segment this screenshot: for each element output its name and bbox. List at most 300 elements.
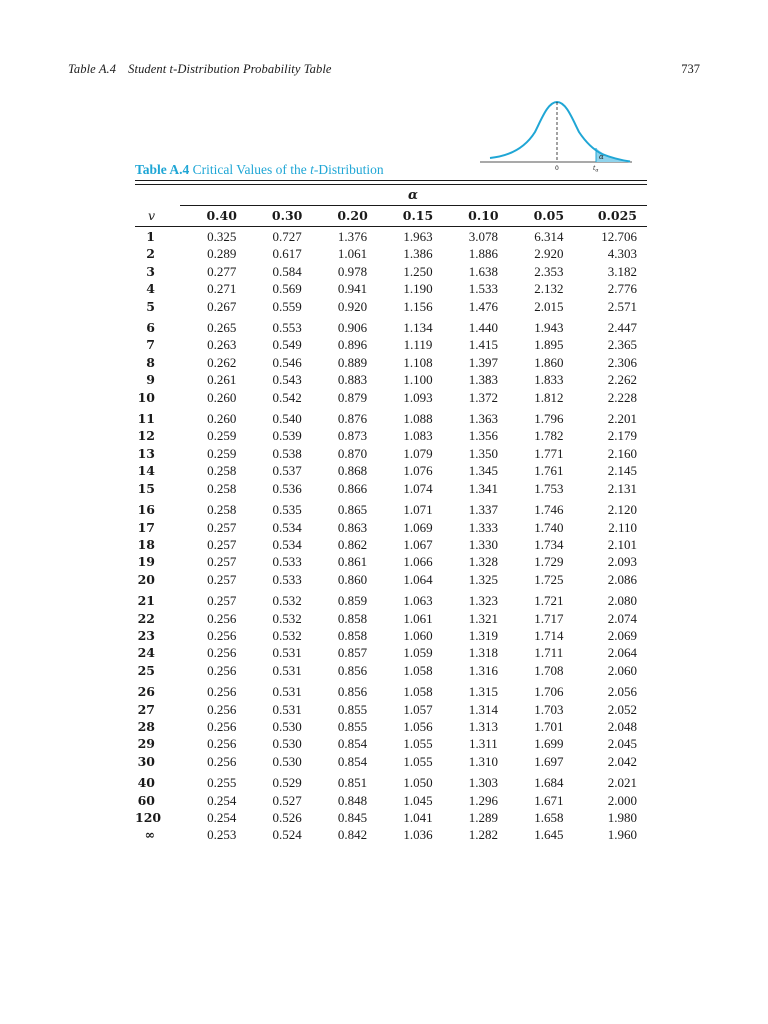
table-row (135, 718, 647, 735)
v-cell: 30 (137, 753, 155, 769)
value-cell: 1.476 (468, 298, 499, 314)
value-cell: 0.876 (337, 411, 368, 427)
value-cell: 1.061 (337, 246, 368, 262)
row-spacer (155, 245, 189, 262)
value-cell: 0.257 (207, 519, 237, 535)
density-curve (490, 102, 630, 162)
value-cell: 0.524 (272, 827, 302, 843)
value-cell: 1.711 (534, 645, 564, 661)
table-row (135, 753, 647, 770)
v-cell: 6 (146, 320, 155, 336)
table-row (135, 445, 647, 462)
row-spacer (155, 571, 189, 588)
value-cell: 0.543 (272, 372, 302, 388)
value-cell: 0.546 (272, 354, 302, 370)
value-cell: 0.533 (272, 554, 302, 570)
value-cell: 1.376 (337, 229, 368, 244)
value-cell: 0.855 (337, 701, 368, 717)
table-row (135, 701, 647, 718)
row-spacer (155, 701, 189, 718)
alpha-area-label: α (599, 153, 604, 161)
value-cell: 1.311 (469, 736, 498, 752)
zero-tick-label: 0 (555, 165, 559, 172)
value-cell: 0.538 (272, 445, 302, 461)
table-row (135, 679, 647, 700)
table-row (135, 480, 647, 497)
value-cell: 0.856 (337, 662, 368, 678)
row-spacer (155, 753, 189, 770)
t-distribution-curve-figure (480, 92, 640, 176)
v-cell: 3 (146, 263, 155, 279)
value-cell: 0.256 (207, 662, 237, 678)
value-cell: 0.862 (337, 536, 368, 552)
value-cell: 0.542 (272, 389, 302, 405)
value-cell: 4.303 (607, 246, 637, 262)
value-cell: 0.257 (207, 554, 237, 570)
v-column-header: v (147, 208, 155, 223)
v-cell: 24 (137, 645, 155, 661)
value-cell: 12.706 (601, 229, 637, 244)
table-row (135, 553, 647, 570)
value-cell: 0.863 (337, 519, 368, 535)
value-cell: 1.684 (534, 775, 564, 791)
value-cell: 2.052 (607, 701, 637, 717)
row-spacer (155, 280, 189, 297)
value-cell: 2.262 (607, 372, 637, 388)
value-cell: 0.855 (337, 718, 368, 734)
row-spacer (155, 735, 189, 752)
v-cell: 60 (137, 792, 155, 808)
value-cell: 1.083 (403, 428, 433, 444)
value-cell: 1.729 (534, 554, 564, 570)
row-spacer (155, 371, 189, 388)
value-cell: 2.179 (607, 428, 637, 444)
table-row (135, 627, 647, 644)
value-cell: 0.255 (207, 775, 237, 791)
value-cell: 1.397 (468, 354, 499, 370)
t-alpha-tick-label: $t_\alpha$ (593, 165, 599, 174)
table-row (135, 371, 647, 388)
v-cell: 22 (137, 610, 155, 626)
value-cell: 2.045 (607, 736, 637, 752)
value-cell: 1.638 (468, 263, 499, 279)
row-spacer (155, 354, 189, 371)
table-row (135, 389, 647, 406)
value-cell: 1.119 (403, 337, 433, 353)
value-cell: 0.256 (207, 736, 237, 752)
value-cell: 1.314 (468, 701, 499, 717)
value-cell: 1.060 (403, 627, 433, 643)
value-cell: 0.259 (207, 445, 237, 461)
v-cell: 2 (146, 246, 155, 262)
v-cell: 15 (137, 480, 155, 496)
value-cell: 0.559 (272, 298, 302, 314)
value-cell: 2.145 (607, 463, 637, 479)
table-row (135, 588, 647, 609)
value-cell: 0.261 (207, 372, 237, 388)
v-cell: 13 (137, 445, 155, 461)
row-spacer (155, 588, 189, 609)
value-cell: 1.055 (403, 753, 433, 769)
v-cell: 20 (137, 571, 155, 587)
value-cell: 2.110 (608, 519, 637, 535)
value-cell: 1.658 (534, 810, 564, 825)
value-cell: 0.258 (207, 502, 237, 518)
alpha-header-0.15: 0.15 (402, 208, 434, 223)
value-cell: 0.289 (207, 246, 237, 262)
table-row (135, 662, 647, 679)
value-cell: 0.866 (337, 480, 368, 496)
value-cell: 0.256 (207, 753, 237, 769)
value-cell: 1.059 (403, 645, 433, 661)
alpha-header-0.30: 0.30 (271, 208, 303, 223)
value-cell: 2.447 (607, 320, 637, 336)
table-row (135, 226, 647, 245)
value-cell: 3.078 (468, 229, 499, 244)
row-spacer (155, 462, 189, 479)
value-cell: 0.530 (272, 753, 302, 769)
value-cell: 0.532 (272, 593, 302, 609)
v-cell: 17 (137, 519, 155, 535)
value-cell: 0.906 (337, 320, 368, 336)
value-cell: 2.042 (607, 753, 637, 769)
value-cell: 0.256 (207, 645, 237, 661)
value-cell: 1.328 (468, 554, 499, 570)
value-cell: 2.160 (607, 445, 637, 461)
t-distribution-table (135, 206, 647, 844)
value-cell: 1.041 (403, 810, 433, 825)
value-cell: 0.532 (272, 610, 302, 626)
value-cell: 0.325 (207, 229, 237, 244)
value-cell: 1.860 (534, 354, 564, 370)
alpha-header-0.05: 0.05 (533, 208, 565, 223)
value-cell: 0.258 (207, 463, 237, 479)
value-cell: 0.260 (207, 411, 237, 427)
table-row (135, 536, 647, 553)
value-cell: 1.050 (403, 775, 433, 791)
value-cell: 1.963 (403, 229, 433, 244)
value-cell: 0.859 (337, 593, 368, 609)
v-cell: 18 (137, 536, 155, 552)
value-cell: 0.253 (207, 827, 237, 843)
value-cell: 1.721 (534, 593, 564, 609)
caption-label: Table A.4 (135, 162, 190, 177)
row-spacer (155, 718, 189, 735)
value-cell: 1.079 (403, 445, 433, 461)
value-cell: 1.323 (468, 593, 499, 609)
value-cell: 0.526 (272, 810, 302, 825)
value-cell: 1.383 (468, 372, 499, 388)
value-cell: 1.064 (403, 571, 433, 587)
table-row (135, 826, 647, 843)
v-cell: 28 (137, 718, 155, 734)
value-cell: 0.531 (272, 684, 302, 700)
row-spacer (155, 679, 189, 700)
row-spacer (155, 298, 189, 315)
row-spacer (155, 536, 189, 553)
value-cell: 0.889 (337, 354, 368, 370)
value-cell: 1.706 (534, 684, 564, 700)
value-cell: 2.000 (607, 792, 637, 808)
v-cell: 120 (135, 810, 162, 825)
row-spacer (155, 427, 189, 444)
table-row (135, 354, 647, 371)
row-spacer (155, 770, 189, 791)
value-cell: 1.703 (534, 701, 564, 717)
row-spacer (155, 553, 189, 570)
value-cell: 0.842 (337, 827, 368, 843)
value-cell: 0.845 (337, 810, 368, 825)
value-cell: 0.534 (272, 536, 302, 552)
row-spacer (155, 226, 189, 245)
row-spacer (155, 406, 189, 427)
value-cell: 0.535 (272, 502, 302, 518)
row-spacer (155, 644, 189, 661)
value-cell: 1.746 (534, 502, 564, 518)
value-cell: 2.571 (607, 298, 637, 314)
value-cell: 1.156 (403, 298, 433, 314)
v-cell: 25 (137, 662, 155, 678)
value-cell: 1.895 (534, 337, 564, 353)
row-spacer (155, 480, 189, 497)
value-cell: 1.717 (534, 610, 564, 626)
value-cell: 1.782 (534, 428, 564, 444)
value-cell: 1.350 (468, 445, 499, 461)
value-cell: 2.015 (534, 298, 564, 314)
value-cell: 2.101 (607, 536, 637, 552)
value-cell: 0.256 (207, 610, 237, 626)
value-cell: 0.727 (272, 229, 302, 244)
value-cell: 0.539 (272, 428, 302, 444)
value-cell: 1.071 (403, 502, 433, 518)
row-spacer (155, 263, 189, 280)
value-cell: 1.319 (468, 627, 499, 643)
v-cell: 9 (146, 372, 155, 388)
running-head (68, 62, 332, 77)
value-cell: 1.533 (468, 281, 499, 297)
value-cell: 1.740 (534, 519, 564, 535)
value-cell: 1.415 (468, 337, 499, 353)
value-cell: 0.529 (272, 775, 302, 791)
v-cell: 7 (146, 337, 155, 353)
v-cell: 19 (137, 554, 155, 570)
v-cell: 5 (146, 298, 155, 314)
value-cell: 2.920 (534, 246, 564, 262)
value-cell: 1.671 (534, 792, 564, 808)
value-cell: 0.868 (337, 463, 368, 479)
value-cell: 1.833 (534, 372, 564, 388)
value-cell: 0.584 (272, 263, 302, 279)
value-cell: 0.256 (207, 718, 237, 734)
value-cell: 2.365 (607, 337, 637, 353)
alpha-header-0.40: 0.40 (206, 208, 237, 223)
value-cell: 1.960 (607, 827, 637, 843)
table-row (135, 735, 647, 752)
value-cell: 1.134 (403, 320, 433, 336)
value-cell: 2.060 (607, 662, 637, 678)
value-cell: 0.527 (272, 792, 302, 808)
v-cell: 4 (146, 281, 155, 297)
value-cell: 1.341 (468, 480, 499, 496)
table-row (135, 462, 647, 479)
value-cell: 2.132 (534, 281, 564, 297)
table-row (135, 336, 647, 353)
value-cell: 1.036 (403, 827, 433, 843)
row-spacer (155, 336, 189, 353)
table-row (135, 406, 647, 427)
value-cell: 1.325 (468, 571, 499, 587)
table-row (135, 497, 647, 518)
value-cell: 1.337 (468, 502, 499, 518)
value-cell: 0.858 (337, 610, 368, 626)
value-cell: 1.645 (534, 827, 564, 843)
v-cell: 40 (137, 775, 155, 791)
value-cell: 0.256 (207, 627, 237, 643)
value-cell: 0.851 (337, 775, 368, 791)
value-cell: 2.228 (607, 389, 637, 405)
value-cell: 1.313 (468, 718, 499, 734)
value-cell: 0.267 (207, 298, 237, 314)
caption-text: Critical Values of the t-Distribution (192, 162, 384, 177)
value-cell: 1.100 (403, 372, 433, 388)
value-cell: 0.860 (337, 571, 368, 587)
value-cell: 1.708 (534, 662, 564, 678)
value-cell: 6.314 (534, 229, 564, 244)
value-cell: 1.980 (607, 810, 637, 825)
value-cell: 1.363 (468, 411, 499, 427)
v-cell: 1 (146, 229, 155, 244)
value-cell: 1.108 (403, 354, 433, 370)
value-cell: 1.886 (468, 246, 499, 262)
table-row (135, 263, 647, 280)
value-cell: 1.701 (534, 718, 564, 734)
table-row (135, 245, 647, 262)
value-cell: 1.315 (468, 684, 499, 700)
value-cell: 3.182 (607, 263, 637, 279)
v-cell: 29 (137, 736, 155, 752)
value-cell: 1.066 (403, 554, 433, 570)
value-cell: 0.262 (207, 354, 237, 370)
value-cell: 0.857 (337, 645, 368, 661)
value-cell: 1.321 (468, 610, 499, 626)
table-row (135, 809, 647, 826)
value-cell: 1.055 (403, 736, 433, 752)
value-cell: 0.254 (207, 810, 237, 825)
value-cell: 1.058 (403, 684, 433, 700)
value-cell: 0.941 (337, 281, 368, 297)
value-cell: 0.534 (272, 519, 302, 535)
value-cell: 2.080 (607, 593, 637, 609)
value-cell: 1.761 (534, 463, 564, 479)
running-head-title: Student t-Distribution Probability Table (128, 62, 332, 76)
value-cell: 1.250 (403, 263, 433, 279)
value-cell: 0.879 (337, 389, 368, 405)
v-cell: ∞ (144, 827, 155, 843)
value-cell: 1.796 (534, 411, 564, 427)
table-top-rule (135, 180, 647, 181)
value-cell: 2.306 (607, 354, 637, 370)
row-spacer (155, 627, 189, 644)
value-cell: 0.254 (207, 792, 237, 808)
value-cell: 0.536 (272, 480, 302, 496)
value-cell: 0.256 (207, 684, 237, 700)
value-cell: 0.870 (337, 445, 368, 461)
value-cell: 0.537 (272, 463, 302, 479)
v-cell: 14 (137, 463, 155, 479)
value-cell: 1.386 (403, 246, 433, 262)
table-row (135, 315, 647, 336)
value-cell: 2.120 (607, 502, 637, 518)
table-row (135, 298, 647, 315)
value-cell: 0.533 (272, 571, 302, 587)
value-cell: 1.330 (468, 536, 499, 552)
v-cell: 8 (146, 354, 155, 370)
value-cell: 0.258 (207, 480, 237, 496)
value-cell: 1.771 (534, 445, 564, 461)
value-cell: 0.257 (207, 536, 237, 552)
value-cell: 0.257 (207, 571, 237, 587)
table-row (135, 427, 647, 444)
value-cell: 1.074 (403, 480, 433, 496)
alpha-header-0.10: 0.10 (468, 208, 499, 223)
value-cell: 2.056 (607, 684, 637, 700)
row-spacer (155, 519, 189, 536)
value-cell: 0.848 (337, 792, 368, 808)
value-cell: 0.549 (272, 337, 302, 353)
value-cell: 1.061 (403, 610, 433, 626)
table-row (135, 770, 647, 791)
value-cell: 2.069 (607, 627, 637, 643)
value-cell: 1.057 (403, 701, 433, 717)
value-cell: 1.045 (403, 792, 433, 808)
value-cell: 1.440 (468, 320, 499, 336)
row-spacer (155, 315, 189, 336)
value-cell: 0.271 (207, 281, 237, 297)
value-cell: 1.310 (468, 753, 499, 769)
table-top-rule-double (135, 184, 647, 185)
alpha-header-0.20: 0.20 (337, 208, 368, 223)
value-cell: 0.569 (272, 281, 302, 297)
value-cell: 2.074 (607, 610, 637, 626)
value-cell: 0.856 (337, 684, 368, 700)
value-cell: 1.093 (403, 389, 433, 405)
v-cell: 11 (137, 411, 155, 427)
value-cell: 0.978 (337, 263, 368, 279)
value-cell: 0.865 (337, 502, 368, 518)
table-row (135, 571, 647, 588)
running-head-table-ref: Table A.4 (68, 62, 117, 76)
value-cell: 0.257 (207, 593, 237, 609)
row-spacer (155, 792, 189, 809)
value-cell: 0.260 (207, 389, 237, 405)
value-cell: 0.531 (272, 645, 302, 661)
value-cell: 1.714 (534, 627, 564, 643)
value-cell: 0.553 (272, 320, 302, 336)
value-cell: 1.697 (534, 753, 564, 769)
value-cell: 0.896 (337, 337, 368, 353)
header-spacer (155, 206, 189, 226)
table-header-row (135, 206, 647, 226)
value-cell: 1.725 (534, 571, 564, 587)
value-cell: 0.861 (337, 554, 368, 570)
value-cell: 1.067 (403, 536, 433, 552)
row-spacer (155, 662, 189, 679)
row-spacer (155, 445, 189, 462)
value-cell: 0.277 (207, 263, 237, 279)
v-cell: 21 (137, 593, 155, 609)
value-cell: 1.303 (468, 775, 499, 791)
value-cell: 0.531 (272, 662, 302, 678)
